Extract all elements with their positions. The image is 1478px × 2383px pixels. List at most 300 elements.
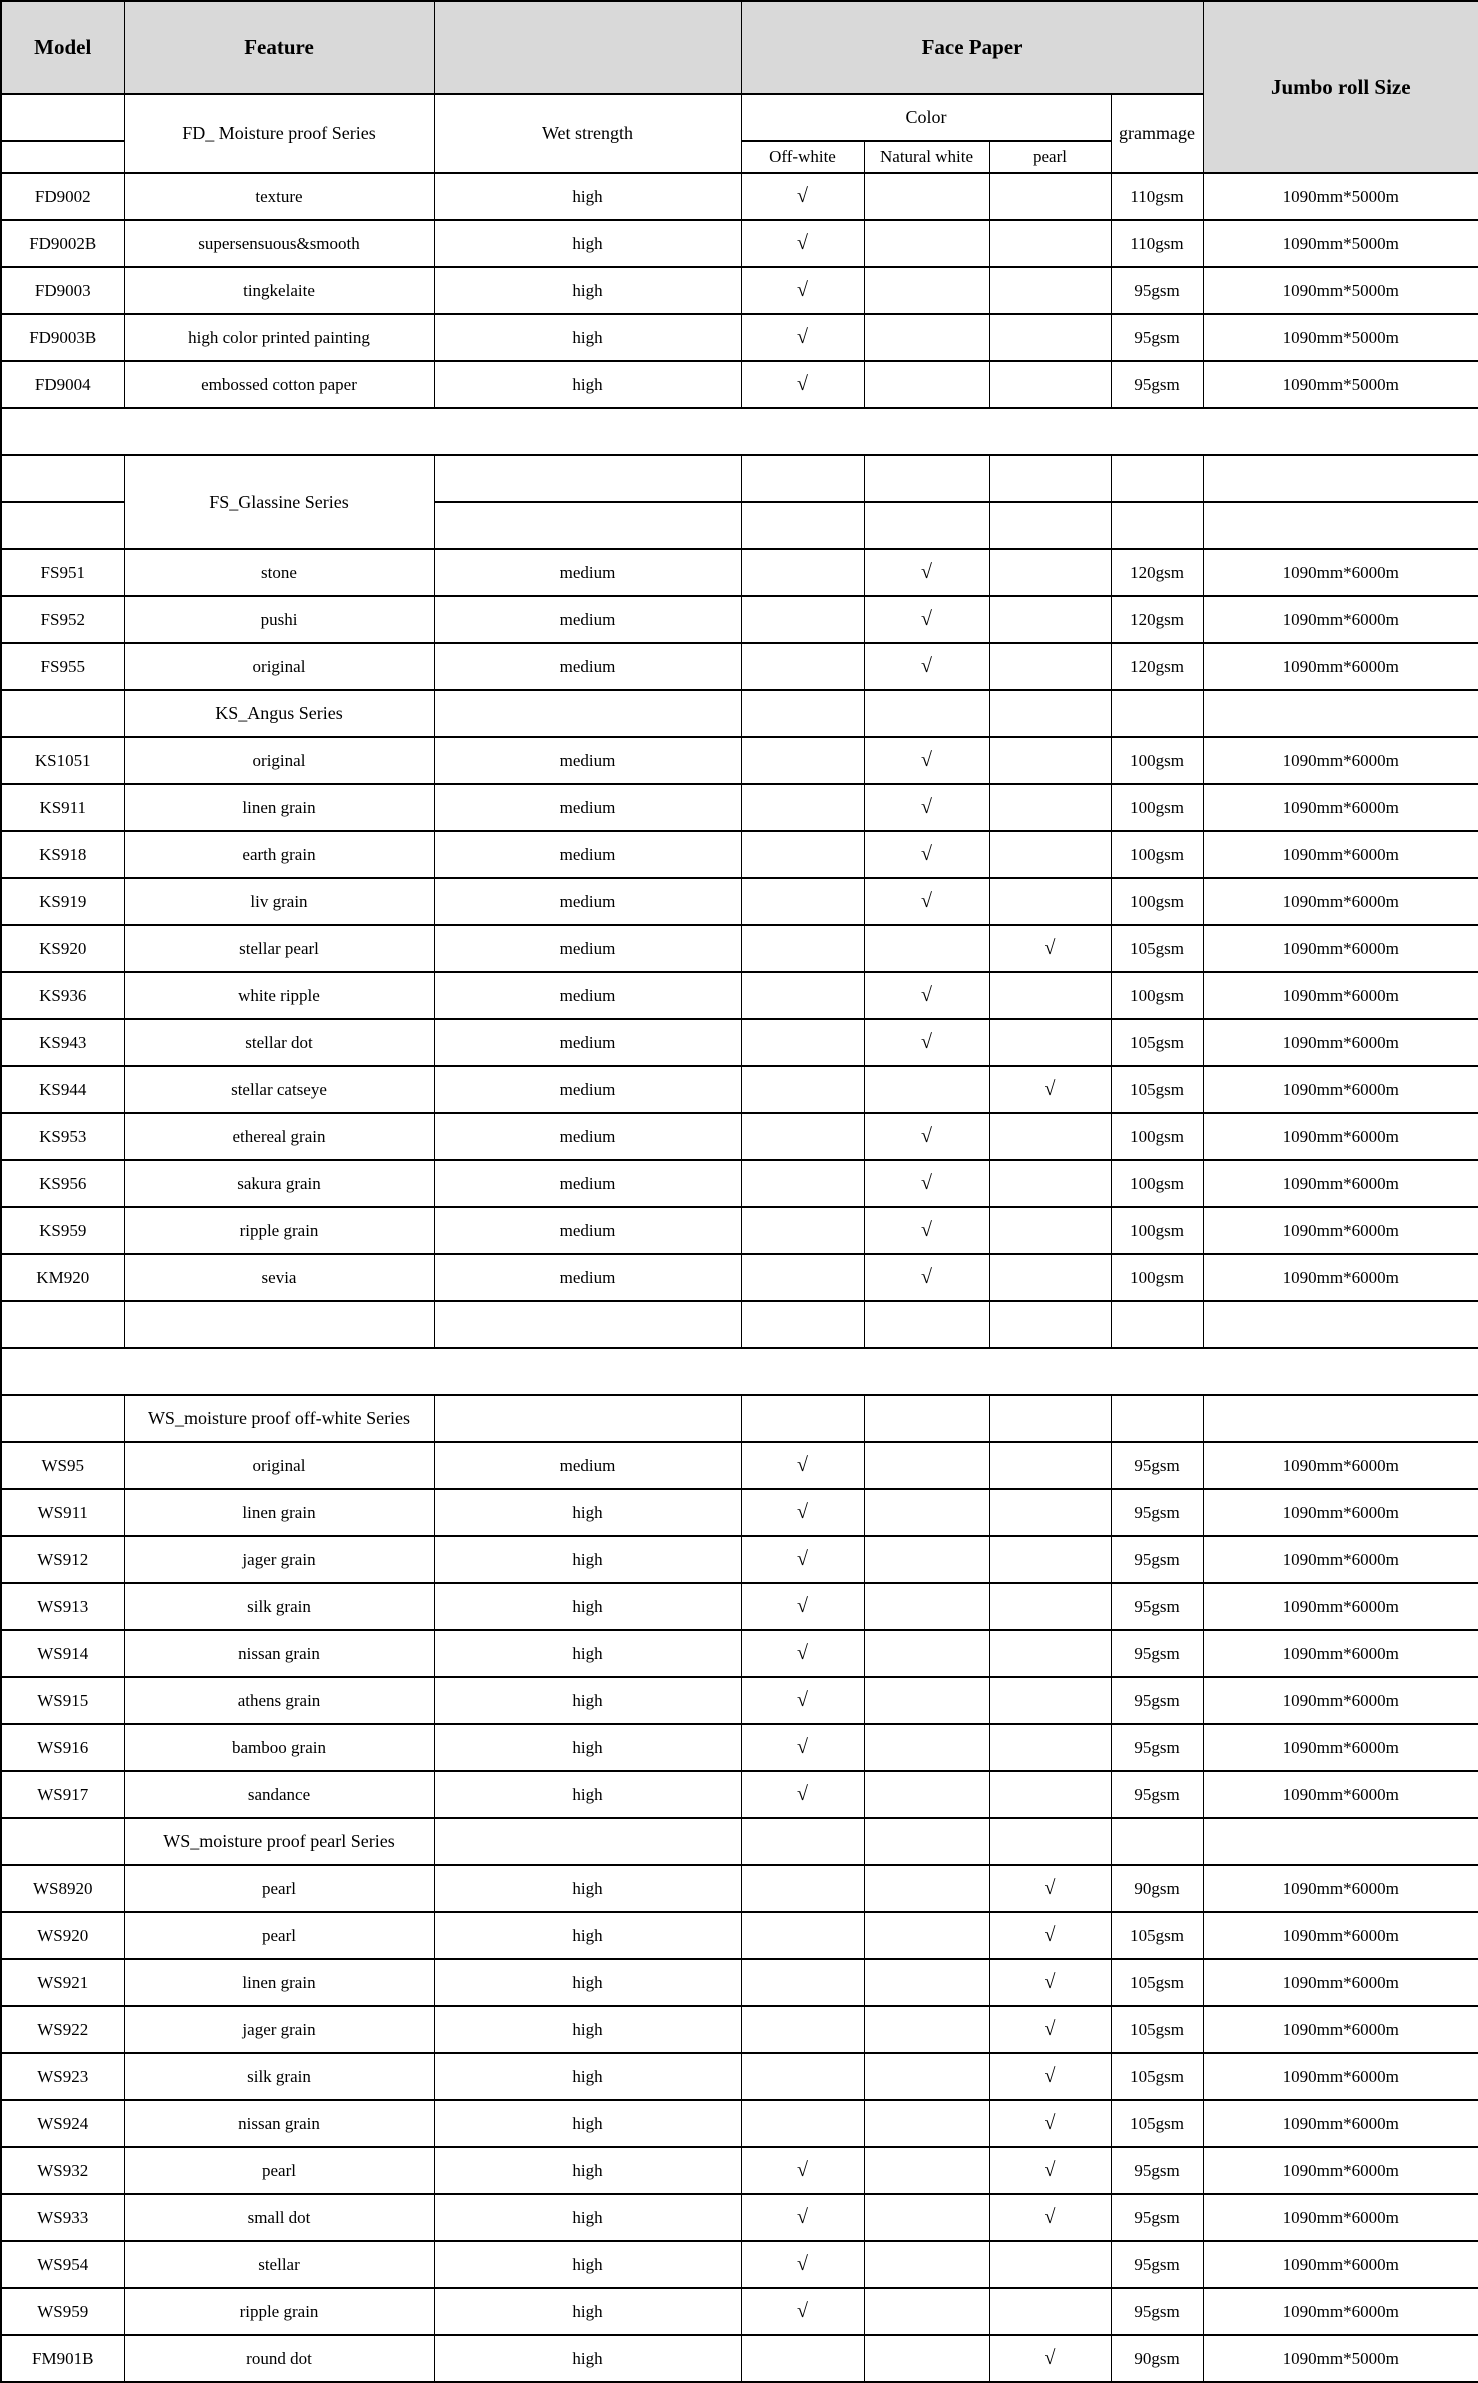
natural-white-cell (864, 1442, 989, 1489)
model-cell: FD9002B (1, 220, 124, 267)
feature-cell: jager grain (124, 2006, 434, 2053)
wet-strength-cell: high (434, 2288, 741, 2335)
pearl-cell: √ (989, 1959, 1111, 2006)
grammage-cell: 105gsm (1111, 1912, 1203, 1959)
table-row (1, 1442, 1478, 1489)
table-row (1, 1959, 1478, 2006)
grammage-cell: 95gsm (1111, 2241, 1203, 2288)
pearl-cell (989, 831, 1111, 878)
grammage-cell: 95gsm (1111, 1630, 1203, 1677)
natural-white-cell (864, 2100, 989, 2147)
series-header-row (1, 1818, 1478, 1865)
col-header-model: Model (1, 1, 124, 94)
grammage-cell: 100gsm (1111, 1254, 1203, 1301)
table-row (1, 1489, 1478, 1536)
table-row (1, 549, 1478, 596)
pearl-cell (989, 1630, 1111, 1677)
jumbo-cell (1203, 1301, 1478, 1348)
model-cell: WS914 (1, 1630, 124, 1677)
model-cell (1, 1395, 124, 1442)
wet-strength-cell: high (434, 2335, 741, 2382)
feature-cell: jager grain (124, 1536, 434, 1583)
jumbo-cell (1203, 455, 1478, 502)
feature-cell: tingkelaite (124, 267, 434, 314)
grammage-cell (1111, 455, 1203, 502)
grammage-cell: 95gsm (1111, 1583, 1203, 1630)
wet-strength-cell: high (434, 2053, 741, 2100)
feature-cell: silk grain (124, 2053, 434, 2100)
pearl-cell (989, 267, 1111, 314)
grammage-cell: 95gsm (1111, 1442, 1203, 1489)
off-white-cell (741, 831, 864, 878)
model-cell: WS933 (1, 2194, 124, 2241)
table-row (1, 831, 1478, 878)
jumbo-cell: 1090mm*6000m (1203, 1771, 1478, 1818)
off-white-cell (741, 2100, 864, 2147)
series-header-row (1, 1395, 1478, 1442)
feature-cell: ethereal grain (124, 1113, 434, 1160)
natural-white-cell (864, 1912, 989, 1959)
table-row (1, 2100, 1478, 2147)
off-white-cell: √ (741, 1724, 864, 1771)
jumbo-cell: 1090mm*6000m (1203, 831, 1478, 878)
off-white-cell (741, 1395, 864, 1442)
wet-strength-cell: high (434, 1677, 741, 1724)
feature-cell: round dot (124, 2335, 434, 2382)
off-white-cell (741, 925, 864, 972)
table-row (1, 173, 1478, 220)
grammage-cell: 100gsm (1111, 784, 1203, 831)
natural-white-cell (864, 1724, 989, 1771)
wet-strength-cell: medium (434, 737, 741, 784)
natural-white-cell (864, 1959, 989, 2006)
table-row (1, 314, 1478, 361)
wet-strength-cell: medium (434, 878, 741, 925)
natural-white-cell (864, 1677, 989, 1724)
table-row (1, 1865, 1478, 1912)
off-white-cell (741, 2335, 864, 2382)
jumbo-cell: 1090mm*6000m (1203, 1630, 1478, 1677)
col-header-jumbo-roll-size: Jumbo roll Size (1203, 1, 1478, 173)
table-row (1, 1254, 1478, 1301)
jumbo-cell: 1090mm*6000m (1203, 1536, 1478, 1583)
table-row (1, 925, 1478, 972)
jumbo-cell: 1090mm*6000m (1203, 784, 1478, 831)
feature-cell: earth grain (124, 831, 434, 878)
series-label: FS_Glassine Series (124, 455, 434, 549)
table-row (1, 1583, 1478, 1630)
wet-strength-cell: medium (434, 1113, 741, 1160)
table-row (1, 1113, 1478, 1160)
model-cell: WS920 (1, 1912, 124, 1959)
off-white-cell (741, 878, 864, 925)
table-row (1, 1677, 1478, 1724)
natural-white-cell (864, 1066, 989, 1113)
table-row (1, 1207, 1478, 1254)
off-white-cell: √ (741, 1583, 864, 1630)
table-body (1, 173, 1478, 2382)
jumbo-cell: 1090mm*6000m (1203, 2147, 1478, 2194)
natural-white-cell (864, 925, 989, 972)
grammage-cell: 110gsm (1111, 220, 1203, 267)
grammage-cell: 105gsm (1111, 925, 1203, 972)
feature-cell: white ripple (124, 972, 434, 1019)
pearl-cell (989, 643, 1111, 690)
off-white-cell (741, 972, 864, 1019)
grammage-cell: 95gsm (1111, 1677, 1203, 1724)
model-cell: WS912 (1, 1536, 124, 1583)
model-cell: FS951 (1, 549, 124, 596)
off-white-cell (741, 737, 864, 784)
table-row (1, 2194, 1478, 2241)
off-white-cell (741, 643, 864, 690)
pearl-cell (989, 1254, 1111, 1301)
table-row (1, 2335, 1478, 2382)
wet-strength-cell: medium (434, 1066, 741, 1113)
off-white-cell (741, 1301, 864, 1348)
pearl-cell (989, 1583, 1111, 1630)
feature-cell: ripple grain (124, 2288, 434, 2335)
model-cell: KS956 (1, 1160, 124, 1207)
off-white-cell (741, 455, 864, 502)
natural-white-cell (864, 2006, 989, 2053)
model-cell: KS918 (1, 831, 124, 878)
wet-strength-cell: medium (434, 925, 741, 972)
wet-strength-cell: medium (434, 1254, 741, 1301)
model-cell: FD9003B (1, 314, 124, 361)
natural-white-cell (864, 2335, 989, 2382)
grammage-cell: 100gsm (1111, 1207, 1203, 1254)
pearl-cell: √ (989, 2006, 1111, 2053)
jumbo-cell: 1090mm*6000m (1203, 925, 1478, 972)
off-white-cell: √ (741, 267, 864, 314)
pearl-cell (989, 690, 1111, 737)
natural-white-cell (864, 267, 989, 314)
off-white-cell (741, 1066, 864, 1113)
feature-cell: nissan grain (124, 2100, 434, 2147)
grammage-cell (1111, 690, 1203, 737)
jumbo-cell: 1090mm*6000m (1203, 549, 1478, 596)
grammage-cell: 95gsm (1111, 267, 1203, 314)
off-white-cell (741, 1254, 864, 1301)
wet-strength-cell: medium (434, 972, 741, 1019)
grammage-cell (1111, 1818, 1203, 1865)
pearl-cell: √ (989, 1066, 1111, 1113)
pearl-cell (989, 314, 1111, 361)
grammage-cell: 105gsm (1111, 1019, 1203, 1066)
feature-cell: original (124, 737, 434, 784)
jumbo-cell: 1090mm*6000m (1203, 1959, 1478, 2006)
off-white-cell: √ (741, 220, 864, 267)
jumbo-cell (1203, 1395, 1478, 1442)
model-cell: WS923 (1, 2053, 124, 2100)
pearl-cell (989, 878, 1111, 925)
natural-white-cell (864, 2288, 989, 2335)
col-header-wet-strength-blank (434, 1, 741, 94)
grammage-cell: 120gsm (1111, 596, 1203, 643)
table-row (1, 2006, 1478, 2053)
grammage-cell (1111, 1395, 1203, 1442)
table-row (1, 361, 1478, 408)
jumbo-cell: 1090mm*6000m (1203, 2288, 1478, 2335)
table-header (1, 1, 1478, 173)
feature-cell: small dot (124, 2194, 434, 2241)
table-row (1, 1536, 1478, 1583)
grammage-cell: 90gsm (1111, 2335, 1203, 2382)
off-white-cell: √ (741, 1536, 864, 1583)
table-row (1, 220, 1478, 267)
pearl-cell (989, 1019, 1111, 1066)
pearl-cell (989, 1489, 1111, 1536)
off-white-cell (741, 1912, 864, 1959)
series-label: WS_moisture proof pearl Series (124, 1818, 434, 1865)
grammage-cell: 100gsm (1111, 1113, 1203, 1160)
jumbo-cell: 1090mm*6000m (1203, 1254, 1478, 1301)
feature-cell: linen grain (124, 1489, 434, 1536)
feature-cell: linen grain (124, 784, 434, 831)
wet-strength-cell (434, 690, 741, 737)
jumbo-cell: 1090mm*6000m (1203, 1113, 1478, 1160)
model-cell: FD9004 (1, 361, 124, 408)
feature-cell: sevia (124, 1254, 434, 1301)
wet-strength-cell: high (434, 2194, 741, 2241)
wet-strength-cell (434, 1395, 741, 1442)
series-label: KS_Angus Series (124, 690, 434, 737)
model-cell (1, 455, 124, 502)
jumbo-cell (1203, 690, 1478, 737)
natural-white-cell: √ (864, 596, 989, 643)
off-white-cell: √ (741, 1677, 864, 1724)
jumbo-cell: 1090mm*6000m (1203, 643, 1478, 690)
off-white-cell: √ (741, 1489, 864, 1536)
jumbo-cell: 1090mm*6000m (1203, 1865, 1478, 1912)
table-row (1, 2288, 1478, 2335)
off-white-cell: √ (741, 2288, 864, 2335)
grammage-cell: 100gsm (1111, 1160, 1203, 1207)
table-row (1, 2147, 1478, 2194)
off-white-cell: √ (741, 361, 864, 408)
natural-white-cell (864, 690, 989, 737)
model-cell: WS916 (1, 1724, 124, 1771)
pearl-cell (989, 1301, 1111, 1348)
table-row (1, 2241, 1478, 2288)
natural-white-cell (864, 1489, 989, 1536)
natural-white-cell (864, 361, 989, 408)
table-row (1, 1630, 1478, 1677)
jumbo-cell: 1090mm*6000m (1203, 1583, 1478, 1630)
table-row (1, 1912, 1478, 1959)
model-cell: FS955 (1, 643, 124, 690)
table-row (1, 1066, 1478, 1113)
off-white-cell (741, 1019, 864, 1066)
grammage-cell (1111, 1301, 1203, 1348)
model-cell: WS932 (1, 2147, 124, 2194)
pearl-cell: √ (989, 1865, 1111, 1912)
jumbo-cell: 1090mm*6000m (1203, 1207, 1478, 1254)
pearl-cell: √ (989, 2335, 1111, 2382)
feature-cell (124, 1301, 434, 1348)
model-cell: WS95 (1, 1442, 124, 1489)
jumbo-cell: 1090mm*5000m (1203, 220, 1478, 267)
wet-strength-cell: medium (434, 596, 741, 643)
model-cell: WS924 (1, 2100, 124, 2147)
series-header-row (1, 690, 1478, 737)
grammage-cell: 100gsm (1111, 737, 1203, 784)
pearl-cell (989, 1160, 1111, 1207)
table-row (1, 1019, 1478, 1066)
grammage-cell: 95gsm (1111, 1489, 1203, 1536)
model-cell (1, 1818, 124, 1865)
table-row (1, 878, 1478, 925)
feature-cell: original (124, 643, 434, 690)
feature-cell: bamboo grain (124, 1724, 434, 1771)
off-white-cell (741, 1959, 864, 2006)
model-cell: WS911 (1, 1489, 124, 1536)
model-cell: KS1051 (1, 737, 124, 784)
color-header: Color (741, 94, 1111, 141)
natural-white-cell (864, 1818, 989, 1865)
jumbo-cell: 1090mm*6000m (1203, 1912, 1478, 1959)
table-row (1, 1771, 1478, 1818)
natural-white-cell (864, 502, 989, 549)
grammage-cell: 95gsm (1111, 2288, 1203, 2335)
model-cell: FS952 (1, 596, 124, 643)
natural-white-cell (864, 1583, 989, 1630)
jumbo-cell: 1090mm*6000m (1203, 2100, 1478, 2147)
natural-white-cell (864, 455, 989, 502)
wet-strength-cell: medium (434, 831, 741, 878)
pearl-cell: √ (989, 2147, 1111, 2194)
wet-strength-cell: medium (434, 1160, 741, 1207)
model-cell: WS921 (1, 1959, 124, 2006)
pearl-cell (989, 1818, 1111, 1865)
pearl-cell (989, 2241, 1111, 2288)
grammage-cell: 120gsm (1111, 549, 1203, 596)
feature-cell: stone (124, 549, 434, 596)
grammage-cell: 95gsm (1111, 1536, 1203, 1583)
pearl-cell (989, 1771, 1111, 1818)
wet-strength-cell: high (434, 2147, 741, 2194)
jumbo-cell: 1090mm*5000m (1203, 314, 1478, 361)
natural-white-cell: √ (864, 549, 989, 596)
off-white-cell: √ (741, 2147, 864, 2194)
off-white-cell: √ (741, 1630, 864, 1677)
wet-strength-cell: high (434, 1724, 741, 1771)
table-row (1, 596, 1478, 643)
model-cell: KS911 (1, 784, 124, 831)
grammage-cell: 105gsm (1111, 2100, 1203, 2147)
pearl-cell (989, 1395, 1111, 1442)
jumbo-cell: 1090mm*6000m (1203, 2006, 1478, 2053)
jumbo-cell: 1090mm*6000m (1203, 1160, 1478, 1207)
natural-white-cell (864, 173, 989, 220)
table-row (1, 1160, 1478, 1207)
pearl-cell (989, 502, 1111, 549)
pearl-cell (989, 2288, 1111, 2335)
off-white-cell (741, 2053, 864, 2100)
natural-white-cell: √ (864, 1113, 989, 1160)
wet-strength-cell (434, 455, 741, 502)
model-cell: KS944 (1, 1066, 124, 1113)
natural-white-cell (864, 1865, 989, 1912)
wet-strength-cell (434, 1301, 741, 1348)
table-row (1, 267, 1478, 314)
model-cell: KS920 (1, 925, 124, 972)
pearl-header: pearl (989, 141, 1111, 173)
jumbo-cell: 1090mm*6000m (1203, 1442, 1478, 1489)
model-subheader-empty (1, 141, 124, 173)
wet-strength-cell: high (434, 2006, 741, 2053)
model-cell: WS917 (1, 1771, 124, 1818)
pearl-cell (989, 1442, 1111, 1489)
wet-strength-cell: high (434, 173, 741, 220)
wet-strength-cell: high (434, 314, 741, 361)
jumbo-cell: 1090mm*6000m (1203, 596, 1478, 643)
natural-white-cell: √ (864, 878, 989, 925)
table-row (1, 784, 1478, 831)
natural-white-cell (864, 1630, 989, 1677)
off-white-cell (741, 690, 864, 737)
model-cell: KS959 (1, 1207, 124, 1254)
table-row (1, 643, 1478, 690)
natural-white-cell (864, 314, 989, 361)
feature-cell: pearl (124, 1865, 434, 1912)
model-cell: KS953 (1, 1113, 124, 1160)
pearl-cell (989, 173, 1111, 220)
wet-strength-cell: high (434, 1489, 741, 1536)
grammage-cell: 95gsm (1111, 2194, 1203, 2241)
jumbo-cell (1203, 1818, 1478, 1865)
spacer-cell (1, 1348, 1478, 1395)
feature-cell: texture (124, 173, 434, 220)
off-white-cell (741, 502, 864, 549)
table-row (1, 1724, 1478, 1771)
feature-cell: high color printed painting (124, 314, 434, 361)
grammage-cell: 105gsm (1111, 1959, 1203, 2006)
wet-strength-header: Wet strength (434, 94, 741, 173)
wet-strength-cell: medium (434, 784, 741, 831)
natural-white-cell: √ (864, 1160, 989, 1207)
feature-cell: original (124, 1442, 434, 1489)
grammage-cell: 95gsm (1111, 314, 1203, 361)
grammage-cell: 105gsm (1111, 2006, 1203, 2053)
spacer-row (1, 408, 1478, 455)
model-cell: WS915 (1, 1677, 124, 1724)
grammage-cell: 120gsm (1111, 643, 1203, 690)
jumbo-cell: 1090mm*6000m (1203, 1019, 1478, 1066)
off-white-cell (741, 1113, 864, 1160)
pearl-cell (989, 1677, 1111, 1724)
model-cell (1, 1301, 124, 1348)
pearl-cell (989, 220, 1111, 267)
table-row (1, 2053, 1478, 2100)
pearl-cell: √ (989, 925, 1111, 972)
natural-white-cell (864, 1301, 989, 1348)
jumbo-cell: 1090mm*6000m (1203, 972, 1478, 1019)
jumbo-cell: 1090mm*6000m (1203, 1066, 1478, 1113)
model-cell (1, 502, 124, 549)
off-white-cell: √ (741, 2194, 864, 2241)
model-cell: WS922 (1, 2006, 124, 2053)
feature-cell: nissan grain (124, 1630, 434, 1677)
pearl-cell (989, 1536, 1111, 1583)
feature-cell: pushi (124, 596, 434, 643)
model-cell: KM920 (1, 1254, 124, 1301)
feature-cell: linen grain (124, 1959, 434, 2006)
feature-cell: stellar dot (124, 1019, 434, 1066)
natural-white-cell: √ (864, 831, 989, 878)
wet-strength-cell: high (434, 1536, 741, 1583)
